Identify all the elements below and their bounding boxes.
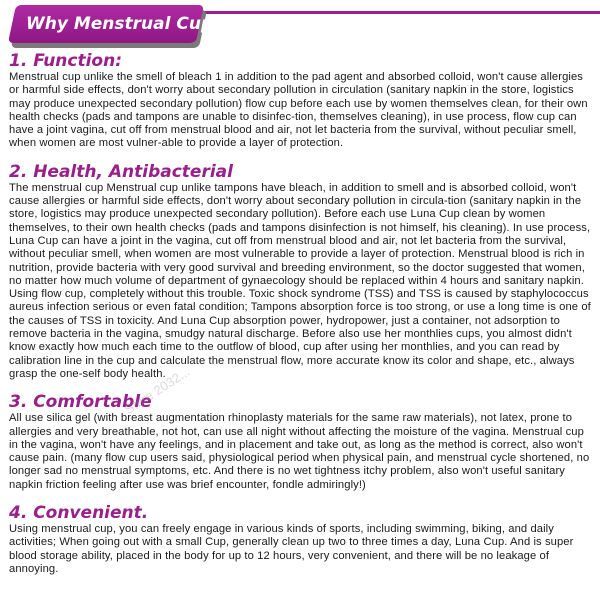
section-heading: 2. Health, Antibacterial — [9, 161, 233, 182]
section-convenient — [9, 503, 593, 576]
section-body: The menstrual cup Menstrual cup unlike tampons have bleach, in addition to smell and is absorbed colloid, won't cause allergies or harmful side effects, don't worry about secondary pollution in circula-tion (sanitary napkin in the store, logistics may produce unexpected secondary pollution). Before each use Luna Cup clean by women themselves, to their own health checks (pads and tampons disinfection is not himself, his cleaning). In use process, Luna Cup can have a joint in the vagina, cut off from menstrual blood and air, not let bacteria from the survival, without peculiar smell, when women are most vulnerable to provide a layer of protection. Menstrual blood is rich in nutrition, provide bacteria with very good survival and breeding environment, so the doctor suggested that women, no matter how much volume of department of gynaecology should be replaced within 4 hours and sanitary napkin. Using flow cup, completely without this trouble. Toxic shock syndrome (TSS) and TSS is caused by staphylococcus aureus infection serious or even fatal condition; Tampons absorption force is too strong, or use a long time is one of the causes of TSS in toxicity. And Luna Cup absorption power, hydropower, just a container, not adsorption to remove bacteria in the vagina, smudgy natural discharge. Before also use her monthlies cups, you almost didn't know exactly how much each time to the outflow of blood, cup after using her monthlies, and you can read by calibration line in the cup and calculate the menstrual flow, more accurate know its color and shape, etc., always grasp the one-self body health. — [9, 181, 591, 380]
section-heading: 1. Function: — [9, 51, 123, 71]
article-content — [9, 51, 593, 587]
section-body: Using menstrual cup, you can freely engage in various kinds of sports, including swimming, biking, and daily activities; When going out with a small Cup, generally clean up two to three times a day, Luna Cup. And is super blood storage ability, placed in the body for up to 12 hours, very convenient, and there will be no leakage of annoying. — [9, 523, 574, 575]
section-health-antibacterial — [9, 162, 593, 381]
section-comfortable — [9, 392, 593, 492]
header-title: Why Menstrual Cup — [26, 14, 214, 34]
section-heading: 3. Comfortable — [9, 392, 152, 413]
section-function — [9, 51, 593, 151]
store-watermark: Store 2032... — [121, 363, 193, 417]
section-heading: 4. Convenient. — [9, 503, 149, 524]
section-body: Menstrual cup unlike the smell of bleach 1 in addition to the pad agent and absorbed colloid, won't cause allergies or harmful side effects, don't worry about secondary pollution in circulation (sanitary napkin in the store, logistics may produce unexpected secondary pollution) flow cup before each use by women themselves clean, for their own health checks (pads and tampons are unable to disinfec-tion, themselves cleaning), in use process, flow cup can have a joint vagina, cut off from menstrual blood and air, not let bacteria from the survival, without peculiar smell, when women are most vulner-able to provide a layer of protection. — [9, 71, 588, 150]
section-body: All use silica gel (with breast augmentation rhinoplasty materials for the same raw materials), not latex, prone to allergies and very breathable, not hot, can use all night without affecting the moisture of the vagina. Menstrual cup in the vagina, won't have any feelings, and in placement and take out, as long as the method is correct, also won't cause pain. (many flow cup users said, physiological period when physical pain, and menstrual cycle shortened, no longer sad no menstrual symptoms, etc. And there is no wet tightness itchy problem, also won't useful sanitary napkin friction feeling after use was brief encounter, fondle admiringly!) — [9, 412, 590, 491]
